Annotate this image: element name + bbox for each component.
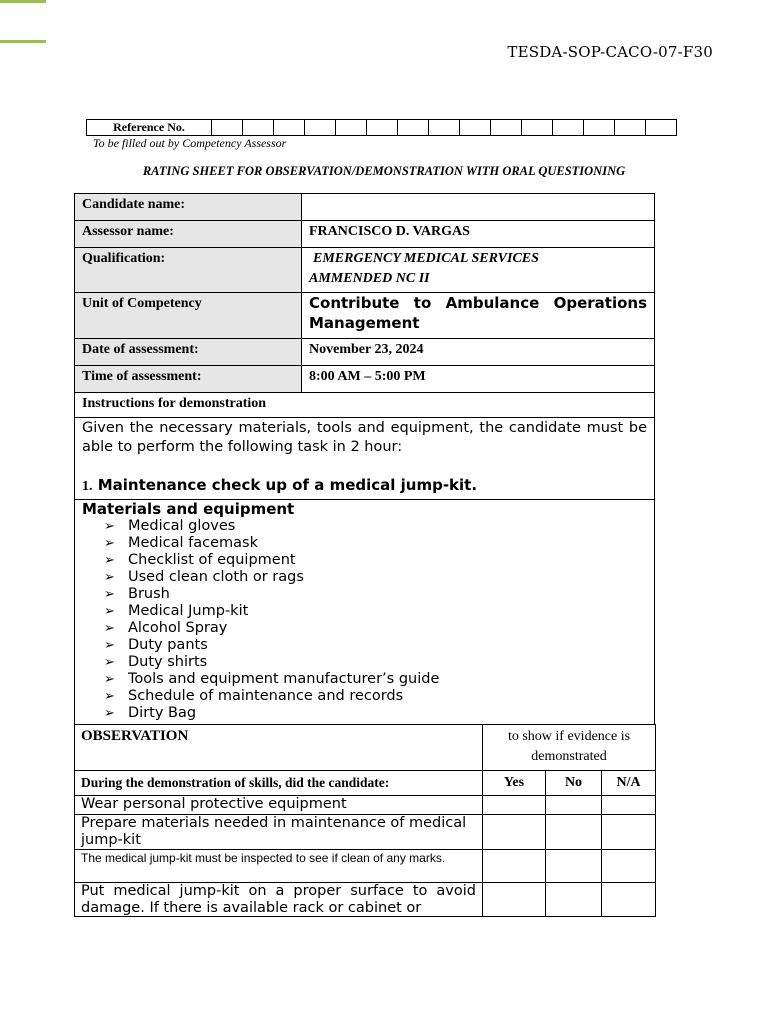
list-item — [104, 535, 647, 552]
reference-digit-box[interactable] — [243, 120, 274, 136]
no-checkbox-cell[interactable] — [546, 850, 602, 883]
no-checkbox-cell[interactable] — [546, 796, 602, 815]
reference-digit-box[interactable] — [553, 120, 584, 136]
materials-row — [75, 500, 655, 725]
reference-digit-box[interactable] — [305, 120, 336, 136]
date-value: November 23, 2024 — [302, 339, 655, 366]
reference-digit-box[interactable] — [646, 120, 677, 136]
yes-checkbox-cell[interactable] — [483, 850, 546, 883]
list-item — [104, 654, 647, 671]
yes-checkbox-cell[interactable] — [483, 796, 546, 815]
material-item: Duty shirts — [128, 654, 208, 670]
time-label: Time of assessment: — [75, 366, 302, 393]
material-item: Tools and equipment manufacturer’s guide — [128, 671, 440, 687]
assessor-name-value: FRANCISCO D. VARGAS — [302, 221, 655, 248]
unit-row — [75, 293, 655, 339]
qualification-value — [302, 248, 655, 293]
na-column-header: N/A — [602, 771, 656, 796]
material-item: Dirty Bag — [128, 705, 197, 721]
assessor-row — [75, 221, 655, 248]
task-text: Maintenance check up of a medical jump-kit. — [97, 476, 478, 494]
arrow-bullet-icon: ➢ — [104, 587, 115, 602]
na-checkbox-cell[interactable] — [602, 815, 656, 850]
na-checkbox-cell[interactable] — [602, 796, 656, 815]
task-line — [82, 476, 647, 496]
observation-table — [74, 724, 656, 917]
qualification-row — [75, 248, 655, 293]
no-checkbox-cell[interactable] — [546, 883, 602, 917]
arrow-bullet-icon: ➢ — [104, 638, 115, 653]
table-row — [75, 796, 656, 815]
instructions-heading-row — [75, 393, 655, 418]
observation-header-row — [75, 725, 656, 771]
arrow-bullet-icon: ➢ — [104, 536, 115, 551]
materials-cell — [75, 500, 655, 725]
assessment-info-table — [74, 193, 655, 725]
observation-legend: to show if evidence is demonstrated — [483, 725, 656, 771]
date-row — [75, 339, 655, 366]
task-number: 1. — [82, 479, 93, 494]
assessor-label: Assessor name: — [75, 221, 302, 248]
arrow-bullet-icon: ➢ — [104, 570, 115, 585]
material-item: Medical facemask — [128, 535, 259, 551]
unit-of-competency-value: Contribute to Ambulance Operations Management — [302, 293, 655, 339]
list-item — [104, 603, 647, 620]
instructions-body — [75, 418, 655, 500]
header-accent-line — [0, 0, 46, 3]
reference-digit-box[interactable] — [615, 120, 646, 136]
reference-note: To be filled out by Competency Assessor — [93, 136, 287, 150]
material-item: Medical Jump-kit — [128, 603, 249, 619]
arrow-bullet-icon: ➢ — [104, 672, 115, 687]
candidate-row — [75, 194, 655, 221]
no-checkbox-cell[interactable] — [546, 815, 602, 850]
list-item — [104, 569, 647, 586]
yes-column-header: Yes — [483, 771, 546, 796]
instructions-heading: Instructions for demonstration — [75, 393, 655, 418]
qualification-line-1: EMERGENCY MEDICAL SERVICES — [313, 251, 539, 266]
time-row — [75, 366, 655, 393]
list-item — [104, 688, 647, 705]
reference-digit-box[interactable] — [429, 120, 460, 136]
material-item: Used clean cloth or rags — [128, 569, 304, 585]
instructions-row — [75, 418, 655, 500]
arrow-bullet-icon: ➢ — [104, 689, 115, 704]
reference-digit-box[interactable] — [336, 120, 367, 136]
material-item: Schedule of maintenance and records — [128, 688, 404, 704]
list-item — [104, 637, 647, 654]
arrow-bullet-icon: ➢ — [104, 604, 115, 619]
reference-digit-box[interactable] — [522, 120, 553, 136]
yes-checkbox-cell[interactable] — [483, 883, 546, 917]
reference-number-table — [86, 119, 677, 136]
question-header-row — [75, 771, 656, 796]
time-value: 8:00 AM – 5:00 PM — [302, 366, 655, 393]
table-row — [75, 883, 656, 917]
arrow-bullet-icon: ➢ — [104, 621, 115, 636]
observation-item: Wear personal protective equipment — [75, 796, 483, 815]
materials-list — [82, 518, 647, 722]
qualification-label: Qualification: — [75, 248, 302, 293]
reference-digit-box[interactable] — [274, 120, 305, 136]
material-item: Alcohol Spray — [128, 620, 228, 636]
list-item — [104, 552, 647, 569]
na-checkbox-cell[interactable] — [602, 850, 656, 883]
date-label: Date of assessment: — [75, 339, 302, 366]
reference-digit-box[interactable] — [398, 120, 429, 136]
observation-item: Put medical jump-kit on a proper surface to avoid damage. If there is available rack or cabinet or — [81, 883, 476, 916]
reference-digit-box[interactable] — [212, 120, 243, 136]
reference-digit-box[interactable] — [584, 120, 615, 136]
reference-label: Reference No. — [87, 120, 212, 136]
observation-item: The medical jump-kit must be inspected to see if clean of any marks. — [75, 850, 483, 883]
material-item: Duty pants — [128, 637, 208, 653]
observation-item: Prepare materials needed in maintenance of medical jump-kit — [75, 815, 483, 850]
observation-item-cell — [75, 883, 483, 917]
yes-checkbox-cell[interactable] — [483, 815, 546, 850]
list-item — [104, 671, 647, 688]
material-item: Checklist of equipment — [128, 552, 296, 568]
arrow-bullet-icon: ➢ — [104, 553, 115, 568]
na-checkbox-cell[interactable] — [602, 883, 656, 917]
material-item: Brush — [128, 586, 170, 602]
candidate-label: Candidate name: — [75, 194, 302, 221]
list-item — [104, 586, 647, 603]
arrow-bullet-icon: ➢ — [104, 706, 115, 721]
unit-label: Unit of Competency — [75, 293, 302, 339]
reference-digit-box[interactable] — [367, 120, 398, 136]
reference-digit-box[interactable] — [491, 120, 522, 136]
list-item — [104, 620, 647, 637]
list-item — [104, 518, 647, 535]
question-heading: During the demonstration of skills, did the candidate: — [75, 771, 483, 796]
table-row — [75, 815, 656, 850]
header-accent-line — [0, 40, 46, 43]
list-item — [104, 705, 647, 722]
observation-heading: OBSERVATION — [75, 725, 483, 771]
arrow-bullet-icon: ➢ — [104, 655, 115, 670]
materials-heading: Materials and equipment — [82, 500, 295, 518]
no-column-header: No — [546, 771, 602, 796]
table-row — [75, 850, 656, 883]
candidate-name-field[interactable] — [302, 194, 655, 221]
instructions-text: Given the necessary materials, tools and equipment, the candidate must be able to perform the following task in 2 hour: — [82, 420, 647, 455]
material-item: Medical gloves — [128, 518, 236, 534]
sheet-title: RATING SHEET FOR OBSERVATION/DEMONSTRATION WITH ORAL QUESTIONING — [142, 164, 626, 178]
arrow-bullet-icon: ➢ — [104, 519, 115, 534]
document-code: TESDA-SOP-CACO-07-F30 — [507, 43, 713, 61]
reference-digit-box[interactable] — [460, 120, 491, 136]
qualification-line-2: AMMENDED NC II — [309, 271, 430, 286]
